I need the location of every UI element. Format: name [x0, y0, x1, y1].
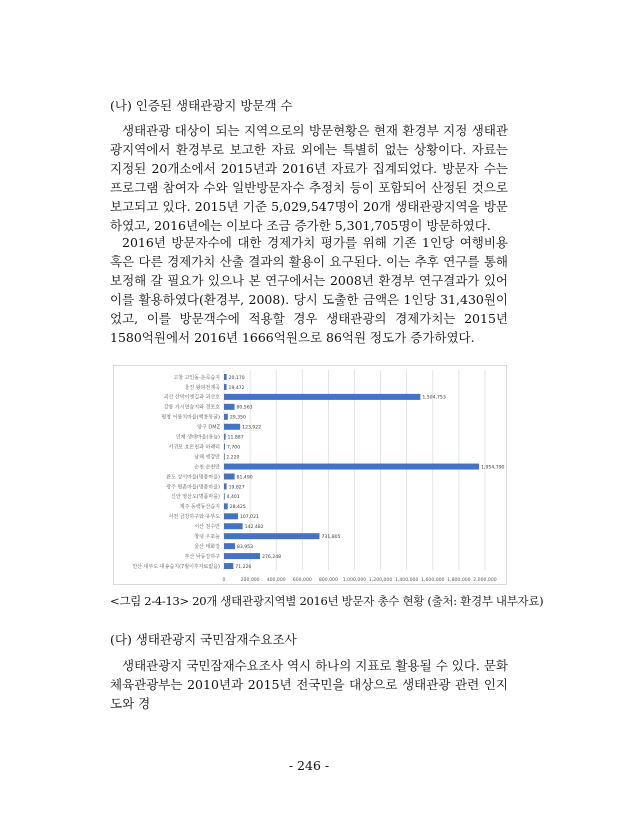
bar: [224, 464, 479, 470]
data-label: 80,563: [236, 405, 253, 411]
figure-caption: <그림 2-4-13> 20개 생태관광지역별 2016년 방문자 총수 현황 (출처: 환경부 내부자료): [110, 594, 544, 608]
data-label: 20,170: [228, 375, 245, 381]
category-label: 광주 평촌마을(명품마을): [166, 484, 220, 491]
bar: [224, 394, 420, 400]
x-tick-label: 0: [222, 578, 226, 583]
bar: [224, 483, 227, 489]
category-label: 완도 상서마을(명품마을): [166, 474, 220, 481]
x-tick-label: 1,000,000: [342, 578, 367, 583]
data-label: 1,954,790: [481, 465, 505, 471]
bar: [224, 474, 235, 480]
category-label: 괴산 산막이옛길과 괴산호: [163, 394, 220, 401]
category-label: 남해 앵강만: [194, 454, 220, 461]
x-tick-label: 800,000: [318, 578, 338, 583]
bar: [224, 503, 228, 509]
data-label: 83,953: [236, 544, 254, 550]
bar: [224, 543, 235, 549]
x-tick-label: 2,000,000: [473, 578, 497, 583]
bar: [224, 454, 225, 460]
category-label: 순천 순천만: [194, 464, 220, 471]
category-label: 양구 DMZ: [197, 424, 220, 431]
bar: [224, 493, 225, 499]
category-label: 창녕 우포늪: [194, 534, 220, 540]
data-label: 28,425: [229, 505, 246, 511]
bar: [224, 424, 240, 430]
data-label: 2,220: [226, 455, 240, 461]
data-label: 1,504,753: [422, 395, 446, 401]
category-label: 평창 어름치마을(백룡동굴): [161, 414, 220, 421]
data-label: 276,248: [262, 554, 282, 560]
data-label: 142,482: [244, 525, 264, 531]
category-label: 부산 낙동강하구: [184, 553, 220, 560]
category-label: 서천 금강하구와 유부도: [168, 514, 220, 521]
data-label: 7,700: [227, 445, 241, 451]
data-label: 29,350: [229, 415, 246, 421]
page-number: - 246 -: [288, 758, 330, 773]
data-label: 11,887: [227, 435, 244, 441]
bar: [224, 404, 235, 410]
bar: [224, 553, 260, 559]
data-label: 123,922: [242, 425, 262, 431]
visitor-bar-chart: [113, 365, 507, 585]
category-label: 신안 영산도(명품마을): [171, 494, 220, 501]
category-label: 안산 대부도 대송습지(7월이후자료없음): [132, 563, 220, 570]
bar: [224, 414, 228, 420]
x-tick-label: 200,000: [240, 578, 260, 583]
category-label: 서산 천수만: [194, 524, 220, 531]
section-heading-na: (나) 인증된 생태관광지 방문객 수: [110, 98, 293, 113]
data-label: 731,805: [321, 535, 341, 540]
x-tick-label: 1,200,000: [368, 578, 393, 583]
x-tick-label: 1,800,000: [447, 578, 471, 583]
data-label: 71,226: [235, 564, 252, 570]
category-label: 인제 생태마을(용늪): [175, 434, 220, 441]
data-label: 81,490: [236, 475, 253, 481]
category-label: 서귀포 효돈천과 하례리: [168, 444, 220, 451]
paragraph: 2016년 방문자수에 대한 경제가치 평가를 위해 기존 1인당 여행비용 혹은 다른 경제가치 산출 결과의 활용이 요구된다. 이는 추후 연구를 통해 보정해 갈 필요가 있으나 본 연구에서는 2008년 환경부 연구결과가 있어 이를 활용하였다(환경부, 2008). 당시 도출한 금액은 1인당 31,430원이었고, 이를 방문객수에 적용할 경우 생태관광의 경제가치는 2015년 1580억원에서 2016년 1666억원으로 86억원 정도가 증가하였다.: [110, 235, 508, 345]
bar: [224, 434, 226, 440]
x-tick-label: 1,400,000: [395, 578, 419, 583]
x-tick-label: 1,600,000: [421, 578, 445, 583]
bar: [224, 523, 243, 529]
bar: [224, 384, 227, 390]
category-label: 제주 동백동산습지: [179, 504, 220, 511]
paragraph: 생태관광지 국민잠재수요조사 역시 하나의 지표로 활용될 수 있다. 문화체육관광부는 2010년과 2015년 전국민을 대상으로 생태관광 관련 인지도와 경: [110, 658, 508, 711]
section-heading-da: (다) 생태관광지 국민잠재수요조사: [110, 632, 297, 647]
data-label: 107,021: [239, 515, 259, 521]
bar: [224, 533, 320, 539]
bar: [224, 563, 233, 569]
data-label: 19,472: [228, 385, 245, 391]
data-label: 4,401: [226, 495, 240, 501]
bar: [224, 444, 225, 450]
category-label: 울진 왕피천계곡: [184, 384, 220, 391]
x-tick-label: 600,000: [292, 578, 312, 583]
x-tick-label: 400,000: [266, 578, 286, 583]
category-label: 울산 태화강: [194, 543, 220, 550]
bar: [224, 513, 238, 519]
category-label: 고창 고인돌·운곡습지: [173, 374, 220, 381]
category-label: 강릉 가시연습지와 경포호: [163, 404, 220, 411]
paragraph: 생태관광 대상이 되는 지역으로의 방문현황은 현재 환경부 지정 생태관광지역에서 환경부로 보고한 자료 외에는 특별히 없는 상황이다. 자료는 지정된 20개소에서 2015년과 2016년 자료가 집계되었다. 방문자 수는 프로그램 참여자 수와 일반방문자수 추정치 등이 포함되어 산정된 것으로 보고되고 있다. 2015년 기준 5,029,547명이 20개 생태관광지역을 방문하였고, 2016년에는 이보다 조금 증가한 5,301,705명이 방문하였다.: [110, 123, 508, 233]
bar: [224, 374, 227, 380]
data-label: 19,827: [228, 485, 245, 491]
